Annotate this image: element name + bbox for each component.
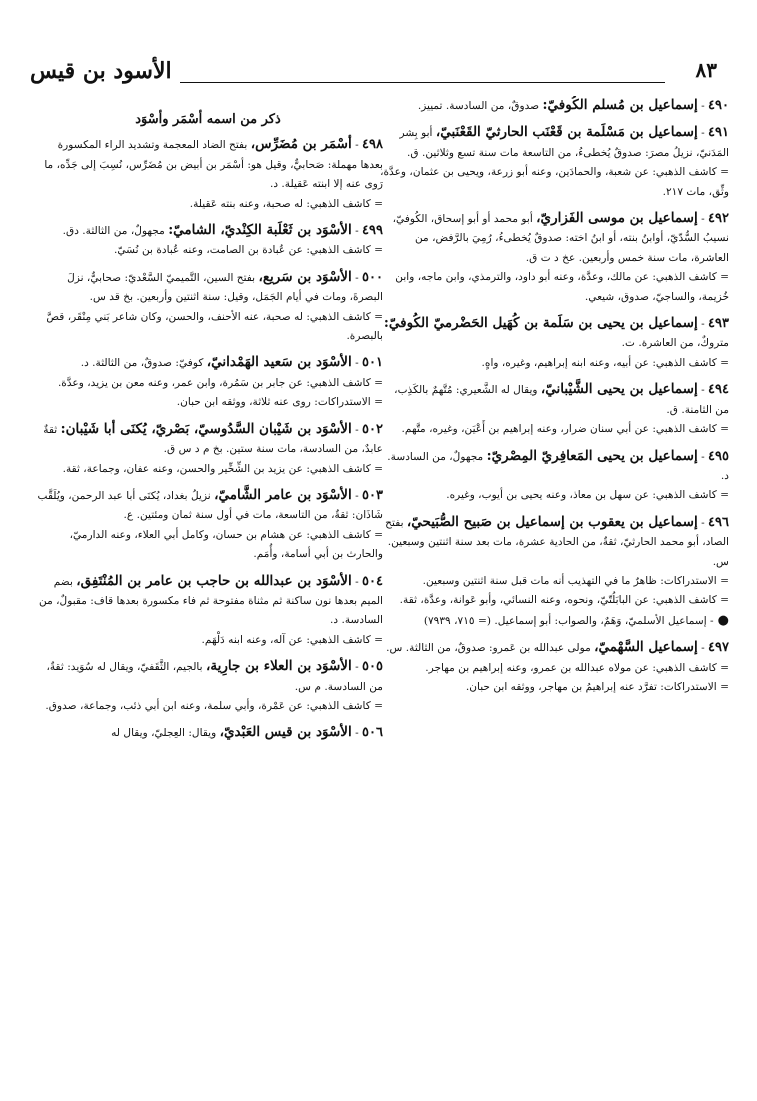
entry-number: ٤٩٧ [708, 640, 729, 656]
reference-line: = الاستدراكات: ظاهرٌ ما في التهذيب أنه مات قبل سنة اثنتين وسبعين. [422, 574, 729, 587]
page-number: ٨٣ [695, 58, 717, 82]
entry-name: الأسْوَد بن سَعيد الهَمْدانيّ، [206, 354, 352, 371]
entry-500: ٥٠٠ - الأسْوَد بن سَريع، بفتح السين، التَّميميّ السَّعْديّ: صحابيٌّ، نزلَ البصرةَ، ومات في أيام الجَمَل، وقيل: سنة اثنتين وأربعين. بخ قد س. = كاشف الذهبي: له صحبة، عنه الأحنف، والحسن، وكان شاعر بَني مِنْقَر، قصَّ بالبصرة. [33, 268, 383, 347]
reference-line: = الاستدراكات: تفرَّد عنه إبراهيمُ بن مهاجر، ووثقه ابن حبان. [465, 680, 729, 693]
entry-description: ثقةٌ عابدٌ، من السادسة، مات سنة ستين. بخ م د س ق. [43, 423, 383, 456]
entry-description: ويقال: العِجليّ، ويقال له [111, 727, 217, 740]
entry-description: بفتح الضاد المعجمة وتشديد الراء المكسورة بعدها مهملة: صَحابيٌّ، وقيل هو: أسْمَر بن أبيض بن مُضَرِّس، نُسِبَ إلى جَدِّه، ما رَوى عنه إلا ابنته عَقيلة. د. [44, 139, 383, 191]
entry-description: كوفيّ: صدوقٌ، من الثالثة. د. [80, 357, 204, 370]
entry-number: ٤٩١ [708, 125, 729, 141]
reference-line: = كاشف الذهبي: عن آله، وعنه ابنه دَلْهَم. [201, 633, 383, 646]
entry-description: مولى عبدالله بن عَمرو: صدوقٌ، من الثالثة. س. [386, 642, 591, 655]
entry-name: إسماعيل بن يحيى بن سَلَمة بن كُهَيل الحَضْرميّ الكُوفيّ: [383, 315, 698, 332]
entry-name: الأسْوَد بن عبدالله بن حاجب بن عامر بن المُنْتَفِق، [76, 572, 352, 589]
entry-number: ٥٠٠ [362, 269, 383, 285]
header-rule [180, 82, 665, 83]
entry-number: ٥٠٣ [362, 487, 383, 503]
reference-line: = كاشف الذهبي: عن عَمْرة، وأبي سلمة، وعنه ابن أبي ذئب، وجماعة، صدوق. [45, 699, 383, 712]
reference-line: = كاشف الذهبي: عن مالك، وعدَّة، وعنه أبو داود، والترمذي، وابن ماجه، وابن خُزيمة، والساجيّ، صدوق، شيعي. [395, 271, 729, 303]
entry-498: ٤٩٨ - أسْمَر بن مُضَرِّس، بفتح الضاد المعجمة وتشديد الراء المكسورة بعدها مهملة: صَحابيٌّ، وقيل هو: أسْمَر بن أبيض بن مُضَرِّس، نُسِبَ إلى جَدِّه، ما رَوى عنه إلا ابنته عَقيلة. د. = كاشف الذهبي: له صحبة، وعنه بنته عَقيلة. [33, 135, 383, 214]
running-title: الأسود بن قيس [30, 58, 172, 84]
page-header [30, 58, 717, 92]
entry-name: الأسْوَد بن عامر الشَّاميّ، [214, 486, 352, 503]
entry-number: ٤٩٢ [708, 211, 729, 227]
entry-description: بفتح الصاد، أبو محمد الحارثيّ، ثقةٌ، من الحادية عشرة، مات بعد سنة اثنتين وسبعين. س. [385, 516, 729, 568]
entry-number: ٤٩٥ [708, 448, 729, 464]
reference-line: = كاشف الذهبي: عن سهل بن معاذ، وعنه يحيى بن أيوب، وغيره. [446, 489, 729, 502]
entry-description: نزيلُ بغداد، يُكنَى أبا عبد الرحمن، ويُلَقَّب شَاذَان: ثقةٌ، من التاسعة، مات في أول سنة ثمان ومئتين. ع. [37, 489, 383, 522]
reference-line: = كاشف الذهبي: عن أبي سنان ضرار، وعنه إبراهيم بن أَعْيَن، وغيره، متَّهم. [401, 423, 729, 436]
cross-reference-note: ●- إسماعيل الأسلميّ، وَهَمٌ، والصواب: أبو إسماعيل. (= ٧١٥، ٧٩٣٩) [423, 612, 729, 628]
left-column [33, 96, 383, 1076]
entry-name: أسْمَر بن مُضَرِّس، [250, 136, 352, 153]
entry-name: الأسْوَد بن شَيْبان السَّدُوسيّ، بَصْريّ، يُكنَى أبا شَيْبان: [60, 420, 352, 437]
entry-number: ٥٠٤ [362, 573, 383, 589]
entry-name: إسماعيل بن يعقوب بن إسماعيل بن صَبيح الصُّبَيحيّ، [406, 513, 698, 530]
entry-number: ٥٠٢ [362, 421, 383, 437]
entry-name: الأسْوَد بن قيس العَبْديّ، [219, 724, 352, 741]
right-column [379, 96, 729, 1076]
reference-line: = كاشف الذهبي: عن أبيه، وعنه ابنه إبراهيم، وغيره، واهٍ. [481, 356, 729, 369]
entry-number: ٤٩٣ [708, 316, 729, 332]
reference-line: = الاستدراكات: روى عنه ثلاثة، ووثقه ابن حبان. [176, 396, 383, 409]
entry-number: ٤٩٤ [708, 382, 729, 398]
entry-description: متروكٌ، من العاشرة. ت. [621, 337, 729, 350]
reference-line: = كاشف الذهبي: عن هشام بن حسان، وكامل أبي العلاء، وعنه الدارميّ، والحارث بن أبي أسامة، وأُمَم. [69, 528, 383, 561]
entry-name: إسماعيل بن يحيى المَعافِريّ المِصْريّ: [486, 447, 698, 464]
reference-line: = كاشف الذهبي: له صحبة، وعنه بنته عَقيلة. [189, 197, 383, 210]
entry-490: ٤٩٠ - إسماعيل بن مُسلم الكُوفيّ: صدوقٌ، من السادسة. تمييز. [417, 97, 729, 113]
entry-number: ٥٠١ [362, 355, 383, 371]
entry-description: بضم الميم بعدها نون ساكنة ثم مثناة مفتوحة ثم فاء مكسورة بعدها قاف: مقبولٌ، من السادسة. د. [39, 575, 383, 627]
entry-506: ٥٠٦ - الأسْوَد بن قيس العَبْديّ، ويقال: العِجليّ، ويقال له [111, 724, 383, 741]
reference-line: = كاشف الذهبي: عن شعبة، والحمادَين، وعنه أبو زرعة، ويحيى بن عثمان، وعدَّة، وثِّق، مات ٢١٧. [380, 166, 729, 198]
section-heading: ذكر من اسمه أسْمَر وأسْوَد [135, 112, 281, 127]
entry-494: ٤٩٤ - إسماعيل بن يحيى الشَّيْبانيّ، ويقال له الشَّعيري: مُتَّهمٌ بالكَذِب، من الثامنة. ق. = كاشف الذهبي: عن أبي سنان ضرار، وعنه إبراهيم بن أَعْيَن، وغيره، متَّهم. [379, 380, 729, 439]
entry-495: ٤٩٥ - إسماعيل بن يحيى المَعافِريّ المِصْريّ: مجهولٌ، من السادسة. د. = كاشف الذهبي: عن سهل بن معاذ، وعنه يحيى بن أيوب، وغيره. [379, 447, 729, 506]
entry-497: ٤٩٧ - إسماعيل السَّهْميّ، مولى عبدالله بن عَمرو: صدوقٌ، من الثالثة. س. = كاشف الذهبي: عن مولاه عبدالله بن عمرو، وعنه إبراهيم بن مهاجر. = الاستدراكات: تفرَّد عنه إبراهيمُ بن مهاجر، ووثقه ابن حبان. [379, 638, 729, 697]
entry-number: ٤٩٨ [362, 137, 383, 153]
entry-499: ٤٩٩ - الأسْوَد بن ثَعْلَبة الكِنْديّ، الشاميّ: مجهولٌ، من الثالثة. دق. = كاشف الذهبي: عن عُبادة بن الصامت، وعنه عُبادة بن نُسَيّ. [33, 221, 383, 261]
entry-description: صدوقٌ، من السادسة. تمييز. [417, 100, 540, 112]
reference-line: = كاشف الذهبي: عن البابَلُتّيّ، ونحوه، وعنه النسائي، وأبو عَوانة، وعدَّة، ثقة. [399, 594, 729, 607]
entry-505: ٥٠٥ - الأسْوَد بن العلاء بن جارِية، بالجيم، الثَّقَفيّ، ويقال له سُوَيد: ثقةٌ، من السادسة. م س. = كاشف الذهبي: عن عَمْرة، وأبي سلمة، وعنه ابن أبي ذئب، وجماعة، صدوق. [33, 657, 383, 716]
entry-name: الأسْوَد بن ثَعْلَبة الكِنْديّ، الشاميّ: [168, 222, 352, 239]
entry-description: أبو بِشر المَدَنيّ، نزيلُ مصرَ: صدوقٌ يُخطىءُ، من التاسعة مات سنة تسع وثلاثين. ق. [399, 127, 729, 159]
entry-504: ٥٠٤ - الأسْوَد بن عبدالله بن حاجب بن عامر بن المُنْتَفِق، بضم الميم بعدها نون ساكنة ثم مثناة مفتوحة ثم فاء مكسورة بعدها قاف: مقبولٌ، من السادسة. د. = كاشف الذهبي: عن آله، وعنه ابنه دَلْهَم. [33, 572, 383, 651]
entry-name: إسماعيل بن يحيى الشَّيْبانيّ، [540, 381, 698, 398]
entry-number: ٤٩٦ [708, 514, 729, 530]
reference-line: = كاشف الذهبي: عن مولاه عبدالله بن عمرو، وعنه إبراهيم بن مهاجر. [425, 661, 729, 674]
entry-name: إسماعيل السَّهْميّ، [594, 639, 698, 656]
entry-503: ٥٠٣ - الأسْوَد بن عامر الشَّاميّ، نزيلُ بغداد، يُكنَى أبا عبد الرحمن، ويُلَقَّب شَاذَان: ثقةٌ، من التاسعة، مات في أول سنة ثمان ومئتين. ع. = كاشف الذهبي: عن هشام بن حسان، وكامل أبي العلاء، وعنه الدارميّ، والحارث بن أبي أسامة، وأُمَم. [33, 486, 383, 565]
entry-501: ٥٠١ - الأسْوَد بن سَعيد الهَمْدانيّ، كوفيّ: صدوقٌ، من الثالثة. د. = كاشف الذهبي: عن جابر بن سَمُرة، وابن عمر، وعنه معن بن يزيد، وعدَّة. = الاستدراكات: روى عنه ثلاثة، ووثقه ابن حبان. [33, 353, 383, 412]
entry-description: مجهولٌ، من الثالثة. دق. [62, 225, 165, 238]
entry-name: إسماعيل بن مَسْلَمة بن قَعْنَب الحارثيّ القَعْنَبيّ، [435, 124, 698, 141]
reference-line: = كاشف الذهبي: له صحبة، عنه الأحنف، والحسن، وكان شاعر بَني مِنْقَر، قصَّ بالبصرة. [46, 310, 383, 343]
entry-493: ٤٩٣ - إسماعيل بن يحيى بن سَلَمة بن كُهَيل الحَضْرميّ الكُوفيّ: متروكٌ، من العاشرة. ت. = كاشف الذهبي: عن أبيه، وعنه ابنه إبراهيم، وغيره، واهٍ. [379, 314, 729, 373]
entry-name: إسماعيل بن مُسلم الكُوفيّ: [542, 97, 698, 113]
entry-name: إسماعيل بن موسى الفَزاريّ، [536, 210, 698, 227]
reference-line: = كاشف الذهبي: عن جابر بن سَمُرة، وابن عمر، وعنه معن بن يزيد، وعدَّة. [57, 376, 383, 389]
entry-name: الأسْوَد بن سَريع، [258, 268, 352, 285]
entry-description: مجهولٌ، من السادسة. د. [387, 450, 729, 482]
entry-number: ٥٠٦ [362, 725, 383, 741]
entry-number: ٥٠٥ [362, 659, 383, 675]
entry-number: ٤٩٠ [708, 98, 729, 113]
entry-description: بفتح السين، التَّميميّ السَّعْديّ: صحابيٌّ، نزلَ البصرةَ، ومات في أيام الجَمَل، وقيل: سنة اثنتين وأربعين. بخ قد س. [67, 271, 383, 304]
entry-description: أبو محمد أو أبو إسحاق، الكُوفيّ، نسيبُ السُّدّيّ، أوابنُ بنته، أو ابنُ اخته: صدوقٌ يُخطىءُ، رُمِيَ بالرَّفض، من العاشرة، مات سنة خمس وأربعين. عخ د ت ق. [392, 213, 729, 264]
entry-description: بالجيم، الثَّقَفيّ، ويقال له سُوَيد: ثقةٌ، من السادسة. م س. [46, 661, 383, 693]
entry-502: ٥٠٢ - الأسْوَد بن شَيْبان السَّدُوسيّ، بَصْريّ، يُكنَى أبا شَيْبان: ثقةٌ عابدٌ، من السادسة، مات سنة ستين. بخ م د س ق. = كاشف الذهبي: عن يزيد بن الشِّخِّير والحسن، وعنه عفان، وجماعة، ثقة. [33, 420, 383, 479]
entry-496: ٤٩٦ - إسماعيل بن يعقوب بن إسماعيل بن صَبيح الصُّبَيحيّ، بفتح الصاد، أبو محمد الحارثيّ، ثقةٌ، من الحادية عشرة، مات بعد سنة اثنتين وسبعين. س. = الاستدراكات: ظاهرٌ ما في التهذيب أنه مات قبل سنة اثنتين وسبعين. = كاشف الذهبي: عن البابَلُتّيّ، ونحوه، وعنه النسائي، وأبو عَوانة، وعدَّة، ثقة. ●- إسماعيل الأسلميّ، وَهَمٌ، والصواب: أبو إسماعيل. (= ٧١٥، ٧٩٣٩) [379, 513, 729, 631]
entry-description: ويقال له الشَّعيري: مُتَّهمٌ بالكَذِب، من الثامنة. ق. [394, 384, 729, 416]
reference-line: = كاشف الذهبي: عن يزيد بن الشِّخِّير والحسن، وعنه عفان، وجماعة، ثقة. [62, 462, 383, 475]
entry-name: الأسْوَد بن العلاء بن جارِية، [205, 658, 352, 675]
entry-491: ٤٩١ - إسماعيل بن مَسْلَمة بن قَعْنَب الحارثيّ القَعْنَبيّ، أبو بِشر المَدَنيّ، نزيلُ مصرَ: صدوقٌ يُخطىءُ، من التاسعة مات سنة تسع وثلاثين. ق. = كاشف الذهبي: عن شعبة، والحمادَين، وعنه أبو زرعة، ويحيى بن عثمان، وعدَّة، وثِّق، مات ٢١٧. [379, 123, 729, 202]
bullet-icon: ● [717, 612, 729, 628]
reference-line: = كاشف الذهبي: عن عُبادة بن الصامت، وعنه عُبادة بن نُسَيّ. [113, 244, 383, 257]
entry-number: ٤٩٩ [362, 223, 383, 239]
entry-492: ٤٩٢ - إسماعيل بن موسى الفَزاريّ، أبو محمد أو أبو إسحاق، الكُوفيّ، نسيبُ السُّدّيّ، أوابنُ بنته، أو ابنُ اخته: صدوقٌ يُخطىءُ، رُمِيَ بالرَّفض، من العاشرة، مات سنة خمس وأربعين. عخ د ت ق. = كاشف الذهبي: عن مالك، وعدَّة، وعنه أبو داود، والترمذي، وابن ماجه، وابن خُزيمة، والساجيّ، صدوق، شيعي. [379, 209, 729, 307]
